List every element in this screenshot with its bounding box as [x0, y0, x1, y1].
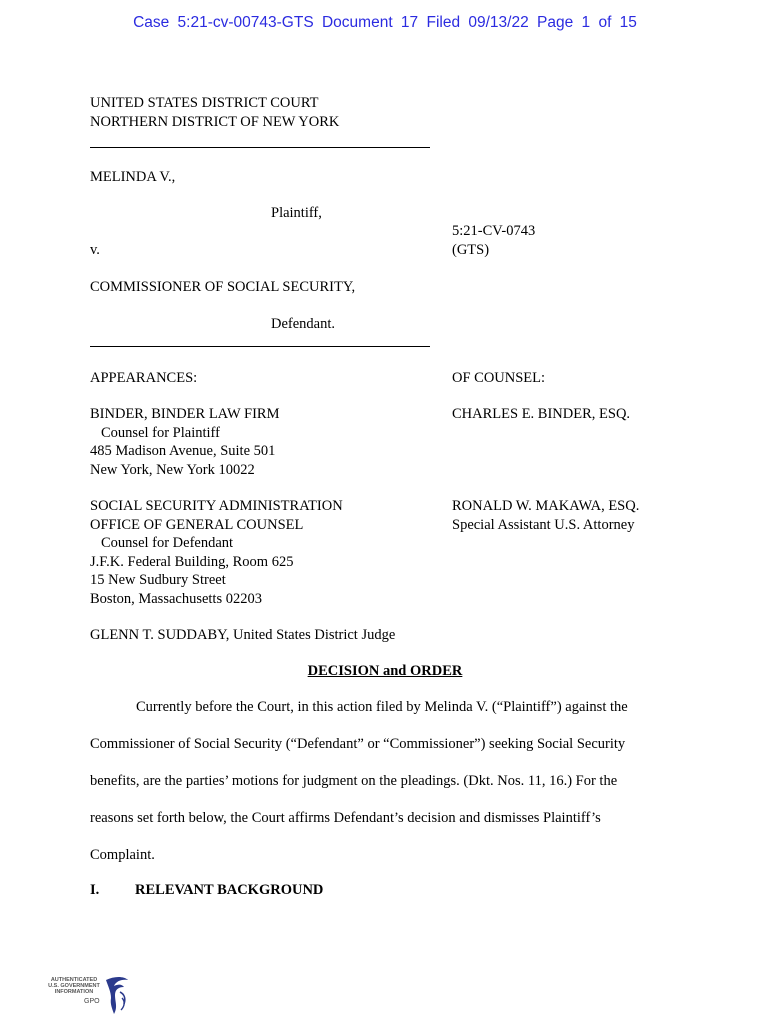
firm2-name: SOCIAL SECURITY ADMINISTRATION: [90, 498, 343, 514]
document-title: DECISION and ORDER: [307, 663, 463, 679]
firm2-address-2: 15 New Sudbury Street: [90, 572, 226, 588]
caption-rule-bottom: [90, 346, 430, 347]
intro-line-1: Currently before the Court, in this action filed by Melinda V. (“Plaintiff”) against the: [136, 699, 628, 715]
judge-line: GLENN T. SUDDABY, United States District Judge: [90, 627, 396, 643]
case-number-line-2: (GTS): [452, 241, 490, 258]
firm2-counsel: RONALD W. MAKAWA, ESQ.: [452, 498, 640, 514]
seal-text-line-2: U.S. GOVERNMENT: [48, 983, 100, 989]
case-number-line-1: 5:21-CV-0743: [452, 223, 536, 239]
seal-text-line-1: AUTHENTICATED: [50, 977, 98, 983]
case-number: [452, 222, 535, 259]
seal-text-line-3: INFORMATION: [54, 989, 94, 995]
firm1-name: BINDER, BINDER LAW FIRM: [90, 406, 280, 422]
defendant-counsel-block: [90, 497, 343, 608]
intro-line-5: Complaint.: [90, 847, 155, 863]
defendant-role: Defendant.: [271, 316, 336, 332]
gpo-authentication-seal: [44, 972, 132, 1018]
firm2-role: Counsel for Defendant: [101, 535, 234, 551]
firm2-address-3: Boston, Massachusetts 02203: [90, 590, 262, 607]
case-header: Case 5:21-cv-00743-GTS Document 17 Filed 09/13/22 Page 1 of 15: [133, 14, 637, 31]
firm2-address-1: J.F.K. Federal Building, Room 625: [90, 553, 294, 570]
intro-line-4: reasons set forth below, the Court affirms Defendant’s decision and dismisses Plaintiff’s: [90, 810, 601, 826]
versus: v.: [90, 242, 100, 258]
plaintiff-counsel-block: [90, 405, 280, 479]
seal-text: [44, 977, 104, 995]
intro-line-2: Commissioner of Social Security (“Defendant” or “Commissioner”) seeking Social Security: [90, 736, 626, 752]
intro-line-3: benefits, are the parties’ motions for judgment on the pleadings. (Dkt. Nos. 11, 16.) For the: [90, 773, 618, 789]
intro-paragraph: [90, 689, 660, 874]
firm2-counsel-title: Special Assistant U.S. Attorney: [452, 516, 635, 533]
plaintiff-role: Plaintiff,: [271, 205, 322, 221]
defendant-name: COMMISSIONER OF SOCIAL SECURITY,: [90, 279, 356, 295]
eagle-icon: [102, 974, 130, 1016]
caption-rule-top: [90, 147, 430, 148]
of-counsel-heading: OF COUNSEL:: [452, 370, 546, 386]
section-number: I.: [90, 882, 100, 898]
firm1-counsel: CHARLES E. BINDER, ESQ.: [452, 406, 631, 422]
firm1-role: Counsel for Plaintiff: [101, 424, 220, 441]
firm2-office: OFFICE OF GENERAL COUNSEL: [90, 516, 304, 533]
firm1-address-2: New York, New York 10022: [90, 461, 255, 478]
court-line-2: NORTHERN DISTRICT OF NEW YORK: [90, 113, 340, 130]
seal-gpo-text: GPO: [84, 998, 100, 1005]
court-name: [90, 94, 339, 131]
section-heading: RELEVANT BACKGROUND: [135, 882, 324, 898]
appearances-heading: APPEARANCES:: [90, 370, 198, 386]
firm2-counsel-block: [452, 497, 639, 534]
plaintiff-name: MELINDA V.,: [90, 169, 176, 185]
court-line-1: UNITED STATES DISTRICT COURT: [90, 95, 319, 111]
firm1-address-1: 485 Madison Avenue, Suite 501: [90, 443, 276, 459]
